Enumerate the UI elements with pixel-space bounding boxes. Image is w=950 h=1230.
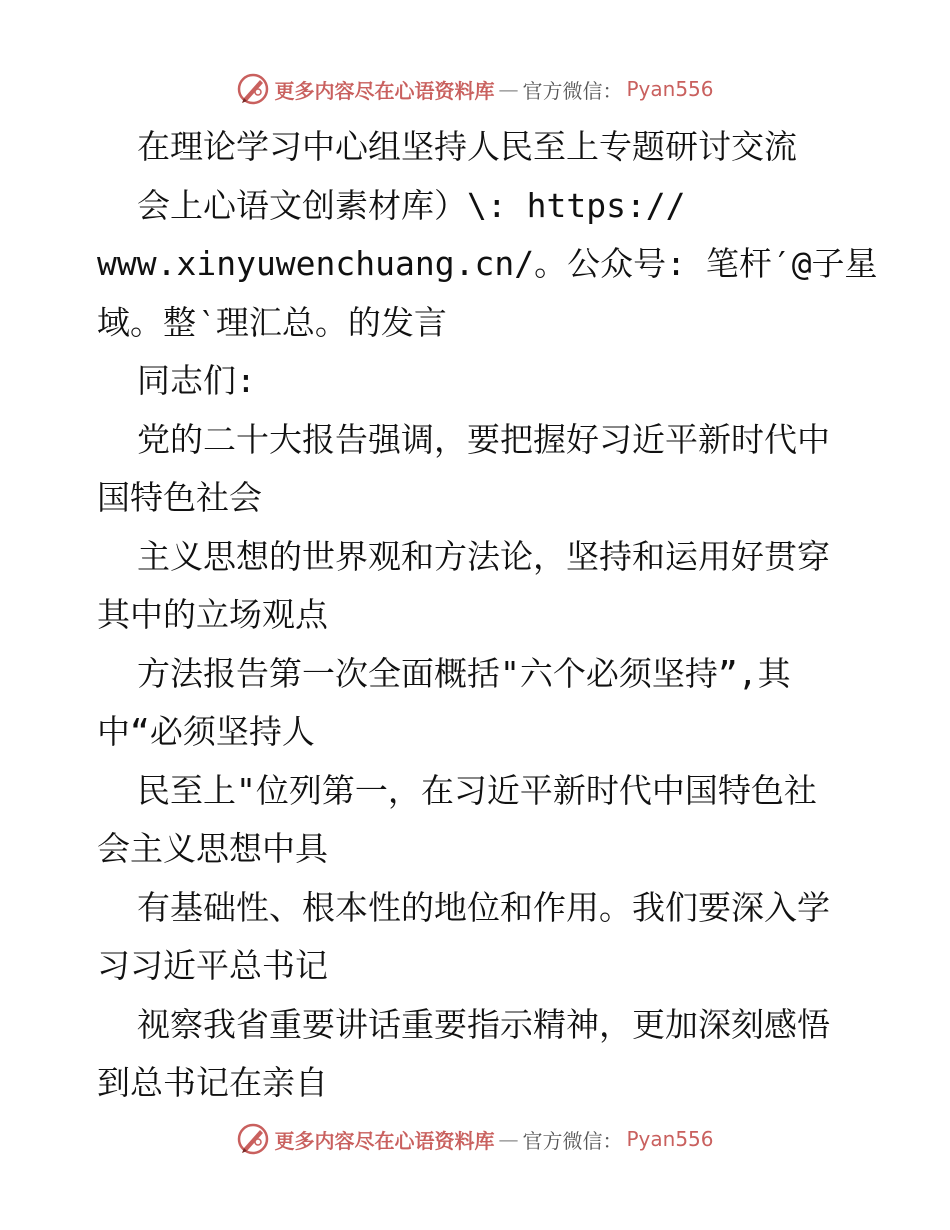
header-banner-text: 更多内容尽在心语资料库 bbox=[274, 78, 495, 103]
text-line: 党的二十大报告强调，要把握好习近平新时代中 bbox=[137, 419, 830, 459]
pen-logo-icon bbox=[236, 1122, 270, 1156]
text-line: 方法报告第一次全面概括"六个必须坚持”,其 bbox=[137, 653, 791, 693]
text-line: 国特色社会 bbox=[97, 478, 262, 517]
header-banner bbox=[0, 72, 950, 106]
text-line: 域。整‵理汇总。的发言 bbox=[97, 302, 447, 342]
text-line: 民至上"位列第一，在习近平新时代中国特色社 bbox=[137, 770, 817, 810]
text-line: www.xinyuwenchuang.cn/。公众号: 笔杆′@子星 bbox=[97, 244, 878, 283]
footer-wechat-id: Pyan556 bbox=[626, 1127, 714, 1151]
pen-logo-icon bbox=[236, 72, 270, 106]
text-line: 中“必须坚持人 bbox=[97, 712, 315, 751]
text-line: 到总书记在亲自 bbox=[97, 1063, 328, 1102]
footer-wechat-label: 官方微信： bbox=[522, 1128, 623, 1153]
footer-banner-text: 更多内容尽在心语资料库 bbox=[274, 1128, 495, 1153]
header-banner-dash: — bbox=[498, 77, 519, 101]
text-line: 同志们: bbox=[137, 361, 256, 400]
footer-banner-dash: — bbox=[498, 1127, 519, 1151]
text-line: 会上心语文创素材库）\: https:// bbox=[137, 185, 686, 225]
text-line: 在理论学习中心组坚持人民至上专题研讨交流 bbox=[137, 127, 797, 166]
header-wechat-id: Pyan556 bbox=[626, 77, 714, 101]
text-line: 会主义思想中具 bbox=[97, 829, 328, 868]
text-line: 其中的立场观点 bbox=[97, 595, 328, 634]
text-line: 有基础性、根本性的地位和作用。我们要深入学 bbox=[137, 887, 830, 927]
document-body bbox=[97, 118, 878, 1113]
text-line: 主义思想的世界观和方法论，坚持和运用好贯穿 bbox=[137, 536, 830, 576]
text-line: 习习近平总书记 bbox=[97, 946, 328, 985]
footer-banner bbox=[0, 1122, 950, 1156]
header-wechat-label: 官方微信： bbox=[522, 78, 623, 103]
text-line: 视察我省重要讲话重要指示精神，更加深刻感悟 bbox=[137, 1004, 830, 1044]
